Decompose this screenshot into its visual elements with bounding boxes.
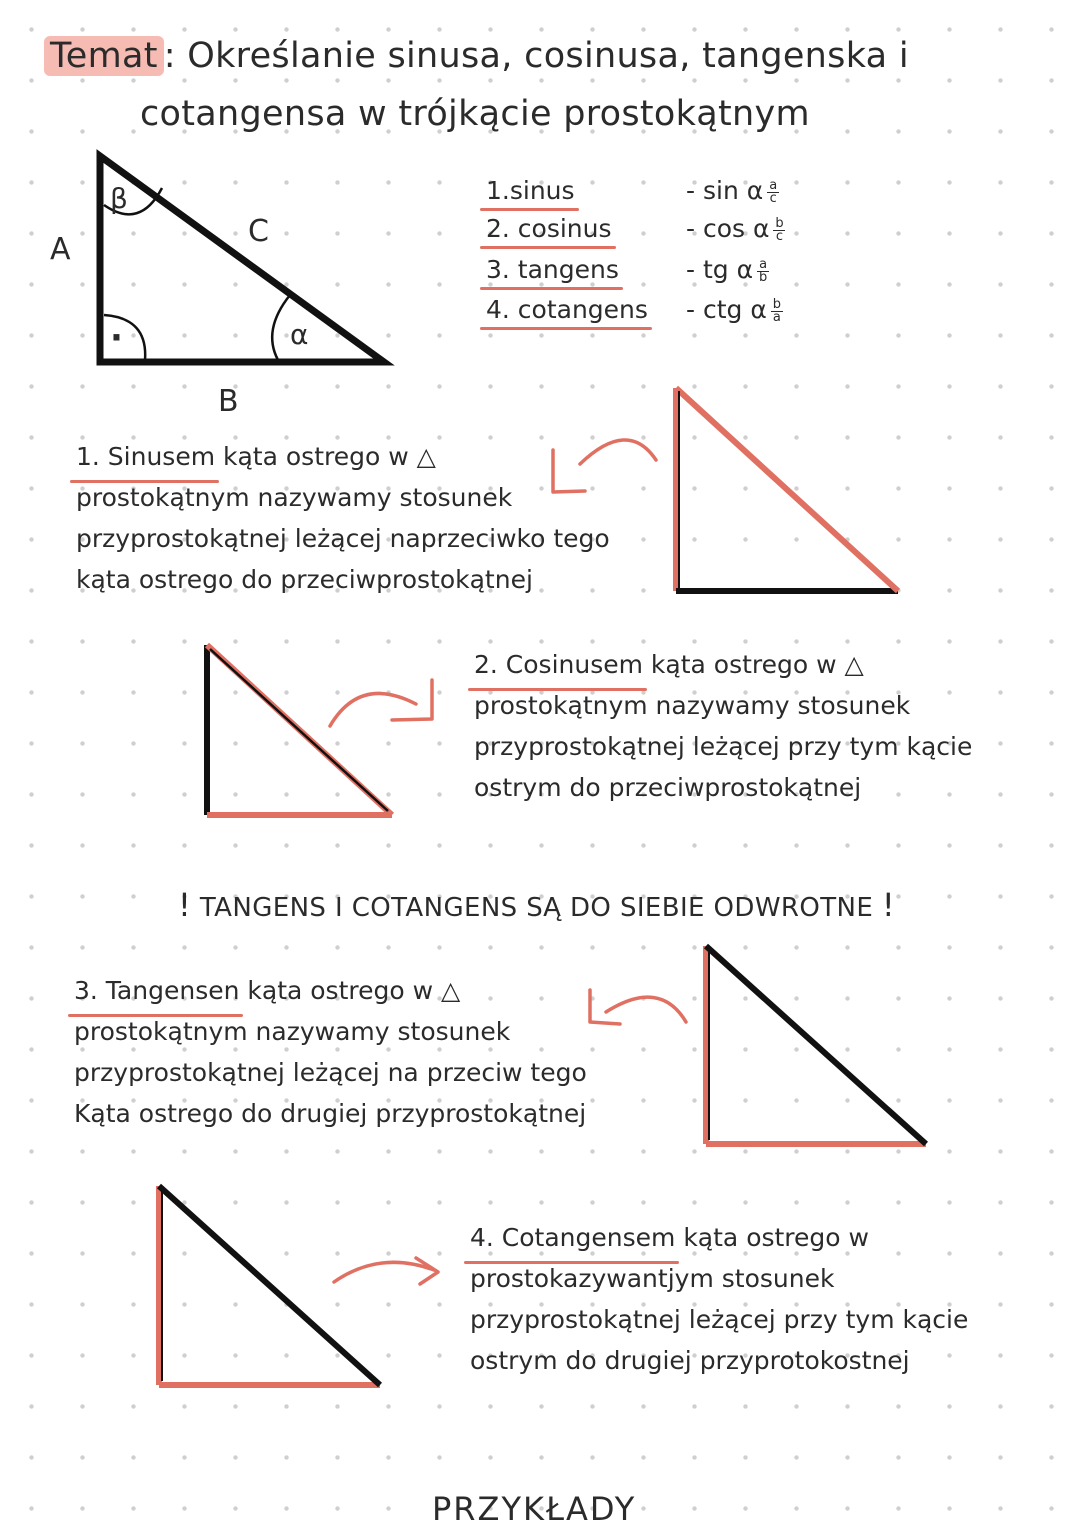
angle-alpha-label: α — [290, 318, 309, 351]
formula-cos: - cos α $\frac{b}{c}$ — [686, 214, 784, 244]
warning-left-icon: ! — [178, 886, 192, 924]
term-sinus: 1. Sinusem — [76, 436, 215, 477]
warning-right-icon: ! — [881, 886, 896, 924]
section-sinus: 1. Sinusem kąta ostrego w △ prostokątnym nazywamy stosunek przyprostokątnej leżącej naprzeciwko tego kąta ostrego do przeciwprostokątnej — [76, 436, 636, 600]
inverse-note-text: TANGENS I COTANGENS SĄ DO SIEBIE ODWROTNE — [199, 893, 874, 923]
right-angle-mark: · — [110, 318, 123, 358]
section-tangens: 3. Tangensen kąta ostrego w △ prostokątnym nazywamy stosunek przyprostokątnej leżącej na przeciw tego Kąta ostrego do drugiej przyprostokątnej — [74, 970, 634, 1134]
term-tangens: 3. Tangensen — [74, 970, 239, 1011]
list-item-cotangens: 4. cotangens — [486, 295, 648, 324]
vertex-label-c: C — [248, 214, 269, 249]
list-item-tangens: 3. tangens — [486, 255, 619, 284]
list-item-cosinus: 2. cosinus — [486, 214, 612, 243]
section-cotangens: 4. Cotangensem kąta ostrego w prostokazywantjym stosunek przyprostokątnej leżącej przy tym kącie ostrym do drugiej przyprotokostnej — [470, 1217, 1030, 1381]
formula-tg: - tg α $\frac{a}{b}$ — [686, 255, 768, 285]
formula-sin: - sin α $\frac{a}{c}$ — [686, 176, 779, 205]
section-cosinus: 2. Cosinusem kąta ostrego w △ prostokątnym nazywamy stosunek przyprostokątnej leżącej przy tym kącie ostrym do przeciwprostokątnej — [474, 644, 1014, 808]
title-line2: cotangensa w trójkącie prostokątnym — [140, 94, 810, 134]
title-line1: : Określanie sinusa, cosinusa, tangenska i — [163, 36, 909, 76]
title-label: Temat — [44, 36, 164, 76]
vertex-label-a: A — [50, 232, 71, 267]
examples-heading: PRZYKŁADY — [432, 1490, 637, 1528]
term-cotangens: 4. Cotangensem — [470, 1217, 675, 1258]
formula-ctg: - ctg α $\frac{b}{a}$ — [686, 295, 781, 325]
term-cosinus: 2. Cosinusem — [474, 644, 643, 685]
angle-beta-label: β — [110, 182, 128, 215]
vertex-label-b: B — [218, 384, 239, 419]
list-item-sinus: 1.sinus — [486, 176, 575, 205]
